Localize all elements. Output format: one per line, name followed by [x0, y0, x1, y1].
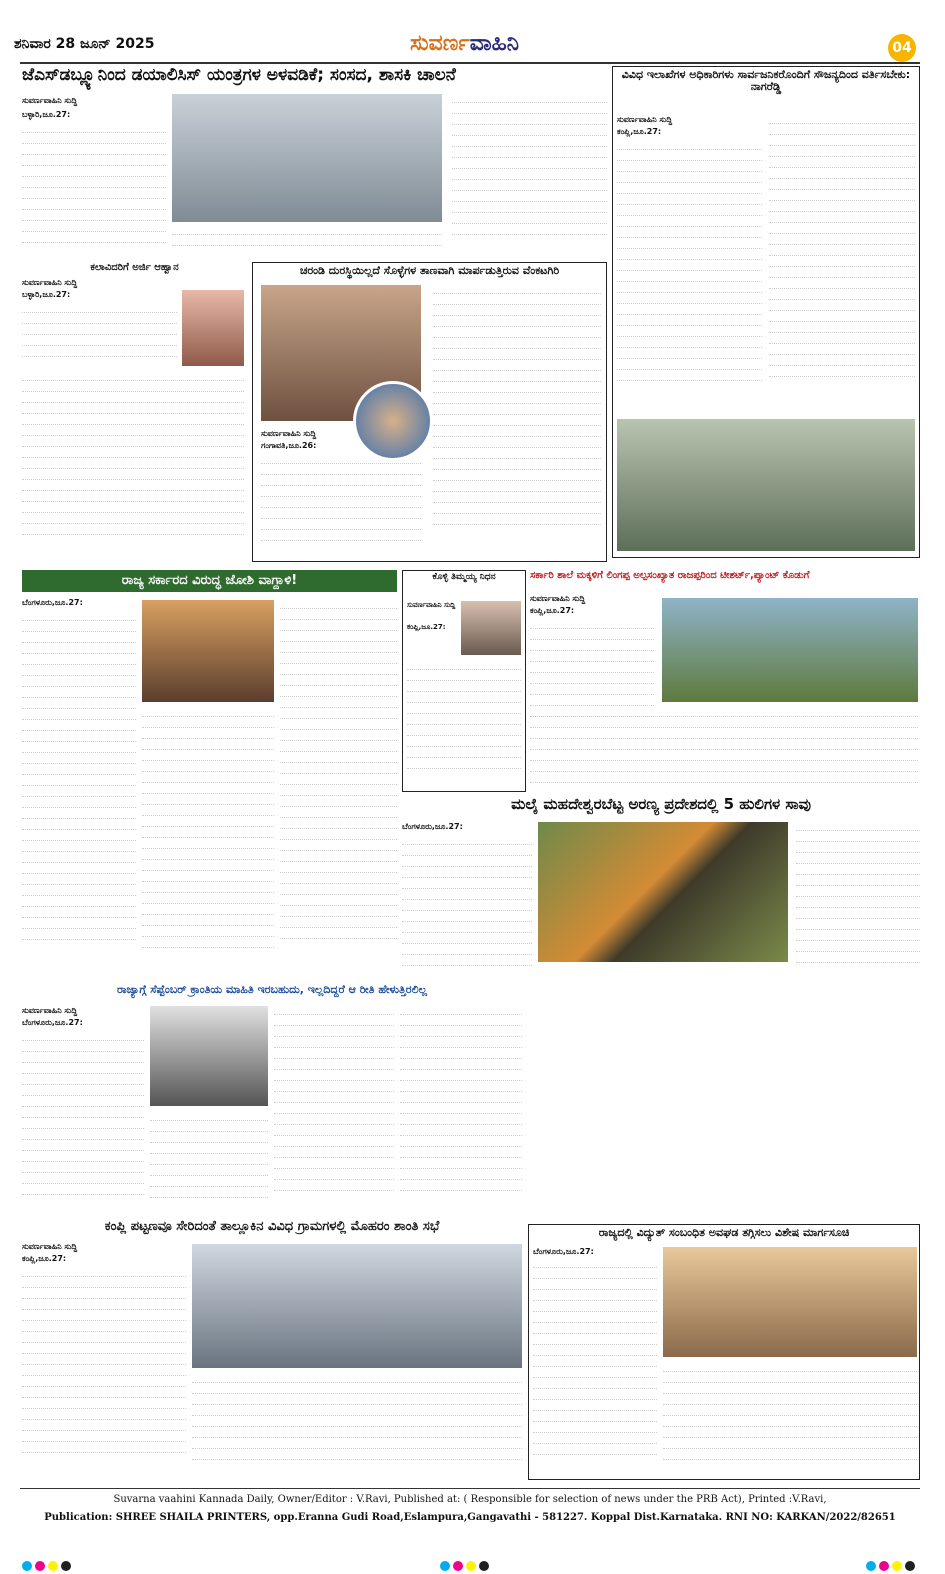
photo-portrait	[182, 290, 244, 366]
body-col-2	[663, 1363, 917, 1477]
headline: ಜೆಎಸ್‌ಡಬ್ಲ್ಯೂನಿಂದ ಡಯಾಲಿಸಿಸ್ ಯಂತ್ರಗಳ ಅಳವಡಿಕೆ; ಸಂಸದ, ಶಾಸಕಿ ಚಾಲನೆ	[22, 66, 456, 85]
body-col	[22, 372, 244, 558]
byline: ಸುವರ್ಣವಾಹಿನಿ ಸುದ್ದಿ	[261, 429, 317, 438]
byline: ಸುವರ್ಣವಾಹಿನಿ ಸುದ್ದಿ	[530, 594, 586, 603]
byline: ಸುವರ್ಣವಾಹಿನಿ ಸುದ್ದಿ	[407, 601, 456, 609]
photo-obituary	[461, 601, 521, 655]
article-electricity-guidelines	[528, 1224, 920, 1480]
dateline: ಬೆಂಗಳೂರು,ಜೂ.27:	[402, 822, 463, 831]
body-col-4	[400, 1006, 522, 1212]
byline: ಸುವರ್ಣವಾಹಿನಿ ಸುದ್ದಿ	[22, 1006, 78, 1015]
headline: ಮಲೈ ಮಹದೇಶ್ವರಬೆಟ್ಟ ಅರಣ್ಯ ಪ್ರದೇಶದಲ್ಲಿ 5 ಹುಲಿಗಳ ಸಾವು	[511, 795, 811, 813]
logo-part1: ಸುವರ್ಣ	[410, 30, 470, 56]
black-dot	[61, 1561, 71, 1571]
registration-marks-right	[866, 1556, 918, 1574]
cyan-dot	[22, 1561, 32, 1571]
article-muharram-meeting	[22, 1220, 522, 1482]
photo-reporter-portrait	[353, 381, 433, 461]
body-col-top	[22, 304, 177, 368]
black-dot	[479, 1561, 489, 1571]
photo-memorandum	[617, 419, 915, 551]
headline: ಸರ್ಕಾರಿ ಶಾಲೆ ಮಕ್ಕಳಿಗೆ ಲಿಂಗಪ್ಪ ಅಲ್ಪಸಂಖ್ಯಾತ ರಾಜಪ್ಪರಿಂದ ಟೀಶರ್ಟ್,ಪ್ಯಾಂಟ್ ಕೊಡುಗೆ	[530, 570, 810, 581]
body-col-2	[452, 94, 607, 254]
article-dialysis	[22, 66, 607, 258]
body-col-1	[22, 1032, 144, 1212]
byline: ಸುವರ್ಣವಾಹಿನಿ ಸುದ್ದಿ	[22, 1242, 78, 1251]
headline: ವಿವಿಧ ಇಲಾಖೆಗಳ ಅಧಿಕಾರಿಗಳು ಸಾರ್ವಜನಿಕರೊಂದಿಗೆ ಸೌಜನ್ಯದಿಂದ ವರ್ತಿಸಬೇಕು: ನಾಗರೆಡ್ಡಿ	[621, 68, 911, 94]
magenta-dot	[35, 1561, 45, 1571]
imprint-line-2: Publication: SHREE SHAILA PRINTERS, opp.Eranna Gudi Road,Eslampura,Gangavathi - 581227. Koppal Dist.Karnataka. RNI NO: KARKAN/2022/82651	[44, 1512, 896, 1523]
headline: ರಾಜ್ಯ ಸರ್ಕಾರದ ವಿರುದ್ಧ ಜೋಶಿ ವಾಗ್ದಾಳಿ!	[22, 570, 397, 592]
photo-joshi	[142, 600, 274, 702]
issue-date: ಶನಿವಾರ 28 ಜೂನ್ 2025	[14, 36, 155, 52]
article-nagareddy	[612, 66, 920, 558]
yellow-dot	[48, 1561, 58, 1571]
body-col-1	[402, 836, 532, 978]
headline: ಕೊಳ್ಳಿ ತಿಮ್ಮಯ್ಯ ನಿಧನ	[432, 572, 496, 582]
photo-power-lines	[663, 1247, 917, 1357]
headline: ಕಲಾವಿದರಿಗೆ ಅರ್ಜಿ ಆಹ್ವಾನ	[90, 262, 179, 273]
photo-school-children	[662, 598, 918, 702]
page-number: 04	[888, 34, 916, 62]
dateline: ಬಳ್ಳಾರಿ,ಜೂ.27:	[22, 290, 71, 299]
dateline: ಬೆಂಗಳೂರು,ಜೂ.27:	[533, 1247, 594, 1256]
footer-rule	[20, 1488, 920, 1489]
yellow-dot	[466, 1561, 476, 1571]
byline: ಸುವರ್ಣವಾಹಿನಿ ಸುದ್ದಿ	[22, 96, 78, 105]
body-col-2	[142, 708, 274, 974]
article-artists-application	[22, 262, 247, 562]
dateline: ಗಂಗಾವತಿ,ಜೂ.26:	[261, 441, 317, 450]
byline: ಸುವರ್ಣವಾಹಿನಿ ಸುದ್ದಿ	[22, 278, 78, 287]
article-september-revolution	[22, 984, 522, 1216]
body-col-3	[172, 226, 442, 256]
photo-peace-meeting	[192, 1244, 522, 1368]
article-obituary	[402, 570, 526, 792]
yellow-dot	[892, 1561, 902, 1571]
headline: ರಾಜ್ಯದಲ್ಲಿ ವಿದ್ಯುತ್ ಸಂಬಂಧಿತ ಅವಘಡ ತಗ್ಗಿಸಲು ವಿಶೇಷ ಮಾರ್ಗಸೂಚಿ	[598, 1226, 850, 1239]
body-col-2	[769, 115, 915, 413]
dateline: ಕಂಪ್ಲಿ,ಜೂ.27:	[407, 623, 446, 631]
dateline: ಕಂಪ್ಲಿ,ಜೂ.27:	[617, 127, 662, 136]
black-dot	[905, 1561, 915, 1571]
body-col-1	[22, 124, 166, 254]
dateline: ಬೆಂಗಳೂರು,ಜೂ.27:	[22, 598, 83, 607]
body-col-1	[22, 1268, 186, 1478]
newspaper-logo	[410, 30, 519, 56]
body-col-2	[192, 1374, 522, 1478]
logo-part2: ವಾಹಿನಿ	[469, 30, 520, 56]
body-col-1	[617, 141, 762, 413]
byline: ಸುವರ್ಣವಾಹಿನಿ ಸುದ್ದಿ	[617, 115, 673, 124]
headline: ರಾಜ್ಯಾಗ್ಗೆ ಸೆಪ್ಟೆಂಬರ್ ಕ್ರಾಂತಿಯ ಮಾಹಿತಿ ಇರಬಹುದು, ಇಲ್ಲದಿದ್ದರೆ ಆ ರೀತಿ ಹೇಳುತ್ತಿರಲಿಲ್ಲ	[116, 983, 428, 996]
article-joshi	[22, 570, 397, 978]
body-col-1	[261, 455, 421, 559]
dateline: ಬಳ್ಳಾರಿ,ಜೂ.27:	[22, 110, 71, 119]
body-col-1	[22, 612, 136, 974]
article-school-uniforms	[530, 570, 920, 792]
body-col	[407, 661, 521, 789]
dateline: ಕಂಪ್ಲಿ,ಜೂ.27:	[530, 606, 575, 615]
body-col-1	[533, 1259, 657, 1477]
registration-marks-center	[440, 1556, 492, 1574]
headline: ಕಂಪ್ಲಿ ಪಟ್ಟಣವೂ ಸೇರಿದಂತೆ ತಾಲ್ಲೂಕಿನ ವಿವಿಧ ಗ್ರಾಮಗಳಲ್ಲಿ ಮೊಹರಂ ಶಾಂತಿ ಸಭೆ	[104, 1219, 440, 1234]
cyan-dot	[440, 1561, 450, 1571]
masthead-rule	[20, 62, 920, 64]
body-col-3	[274, 1006, 394, 1212]
article-tigers	[402, 796, 920, 982]
article-drainage	[252, 262, 607, 562]
headline: ಚರಂಡಿ ದುರಸ್ಥಿಯಿಲ್ಲದೆ ಸೊಳ್ಳೆಗಳ ತಾಣವಾಗಿ ಮಾರ್ಪಡುತ್ತಿರುವ ವೆಂಕಟಗಿರಿ	[299, 264, 560, 277]
photo-parameshwara	[150, 1006, 268, 1106]
body-col-2	[150, 1112, 268, 1212]
photo-dead-tiger	[538, 822, 788, 962]
dateline: ಬೆಂಗಳೂರು,ಜೂ.27:	[22, 1018, 83, 1027]
photo-dialysis-inauguration	[172, 94, 442, 222]
imprint-line-1: Suvarna vaahini Kannada Daily, Owner/Editor : V.Ravi, Published at: ( Responsible for selection of news under the PRB Act), Printed :V.Ravi,	[113, 1494, 827, 1505]
body-col-2	[530, 708, 918, 790]
body-col-2	[796, 822, 920, 978]
magenta-dot	[453, 1561, 463, 1571]
magenta-dot	[879, 1561, 889, 1571]
cyan-dot	[866, 1561, 876, 1571]
body-col-2	[433, 285, 601, 559]
dateline: ಕಂಪ್ಲಿ,ಜೂ.27:	[22, 1254, 67, 1263]
body-col-3	[280, 600, 397, 974]
registration-marks-left	[22, 1556, 74, 1574]
